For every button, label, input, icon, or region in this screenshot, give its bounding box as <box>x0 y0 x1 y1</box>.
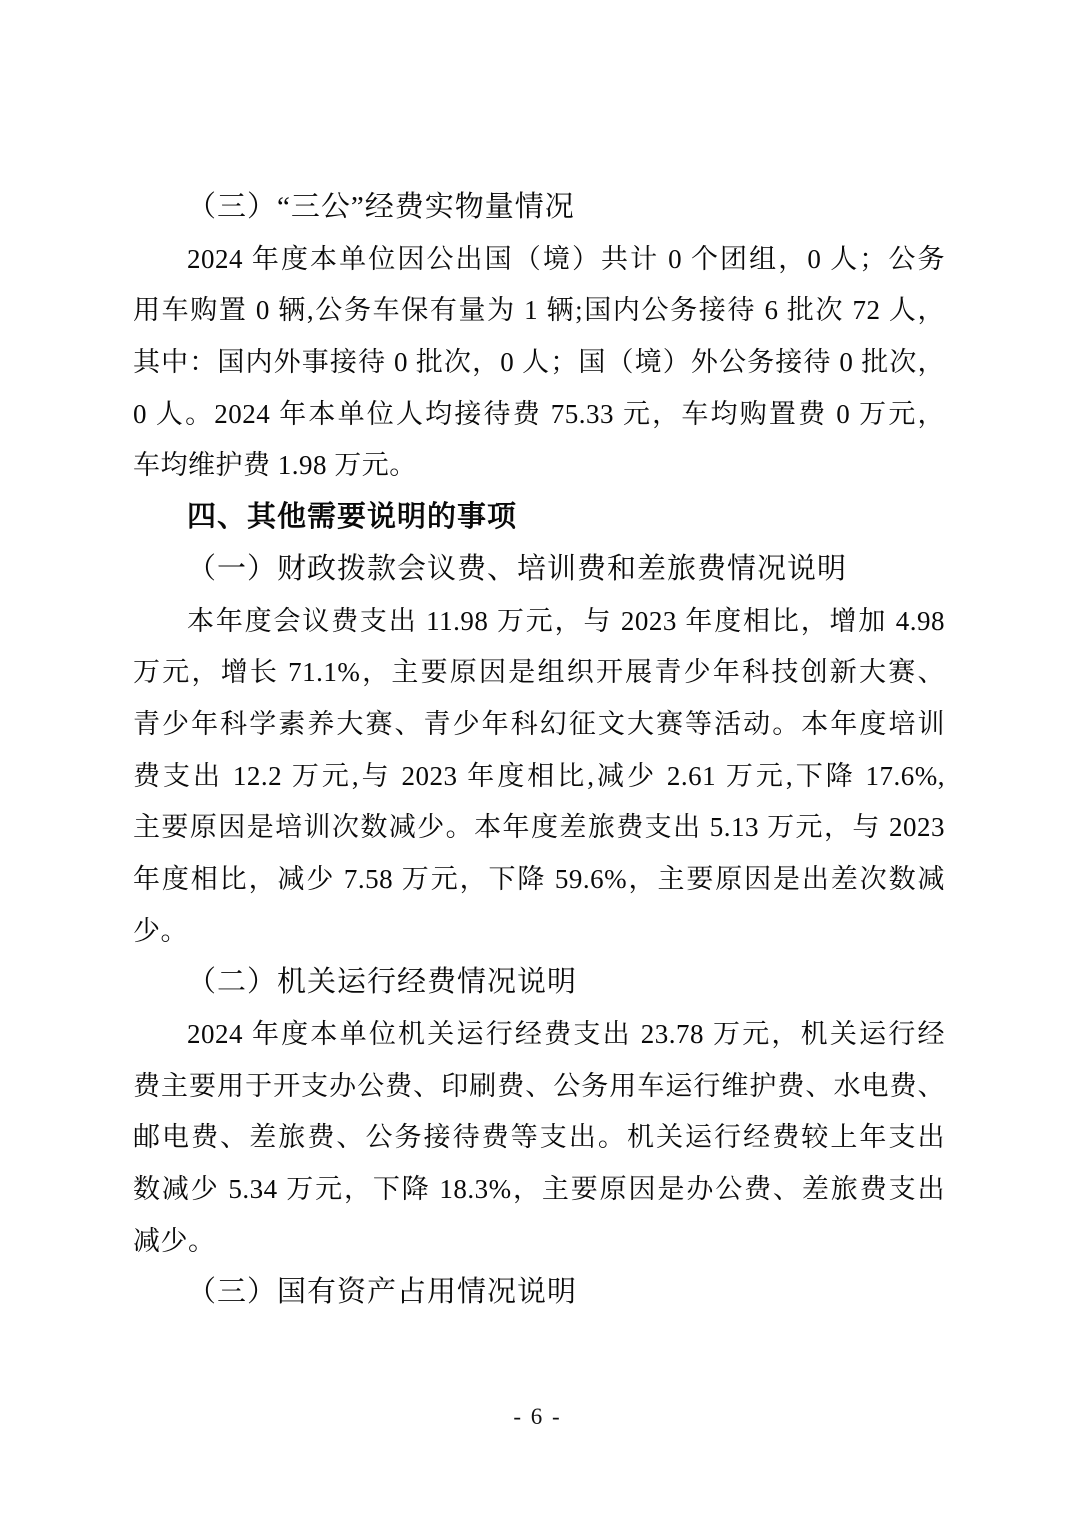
text-line: 数减少 5.34 万元，下降 18.3%，主要原因是办公费、差旅费支出 <box>133 1174 945 1205</box>
text-line: 少。 <box>133 915 188 946</box>
text-line: 2024 年度本单位机关运行经费支出 23.78 万元，机关运行经 <box>187 1019 945 1049</box>
text-line: 万元，增长 71.1%，主要原因是组织开展青少年科技创新大赛、 <box>133 657 945 688</box>
text-line: 费主要用于开支办公费、印刷费、公务用车运行维护费、水电费、 <box>133 1070 945 1101</box>
text-line: 用车购置 0 辆,公务车保有量为 1 辆;国内公务接待 6 批次 72 人， <box>133 295 945 326</box>
document-body <box>133 182 945 1319</box>
text-line: 邮电费、差旅费、公务接待费等支出。机关运行经费较上年支出 <box>133 1122 945 1153</box>
text-line: 减少。 <box>133 1225 216 1256</box>
section-heading: （一）财政拨款会议费、培训费和差旅费情况说明 <box>187 552 848 585</box>
page-footer <box>0 1404 1075 1430</box>
section-heading: 四、其他需要说明的事项 <box>187 501 518 534</box>
text-line: 费支出 12.2 万元,与 2023 年度相比,减少 2.61 万元,下降 17.6%, <box>133 760 945 791</box>
page-number: - 6 - <box>513 1404 562 1429</box>
text-line: 青少年科学素养大赛、青少年科幻征文大赛等活动。本年度培训 <box>133 708 945 739</box>
section-heading: （二）机关运行经费情况说明 <box>187 966 578 999</box>
text-line: 主要原因是培训次数减少。本年度差旅费支出 5.13 万元，与 2023 <box>133 812 945 843</box>
text-line: 0 人。2024 年本单位人均接待费 75.33 元，车均购置费 0 万元， <box>133 398 945 429</box>
text-line: 年度相比，减少 7.58 万元，下降 59.6%，主要原因是出差次数减 <box>133 863 945 894</box>
section-heading: （三）“三公”经费实物量情况 <box>187 191 575 223</box>
section-heading: （三）国有资产占用情况说明 <box>187 1276 578 1309</box>
text-line: 本年度会议费支出 11.98 万元，与 2023 年度相比，增加 4.98 <box>187 605 945 636</box>
text-line: 2024 年度本单位因公出国（境）共计 0 个团组，0 人；公务 <box>187 243 945 274</box>
text-line: 其中：国内外事接待 0 批次，0 人；国（境）外公务接待 0 批次， <box>133 347 945 378</box>
text-line: 车均维护费 1.98 万元。 <box>133 450 417 481</box>
